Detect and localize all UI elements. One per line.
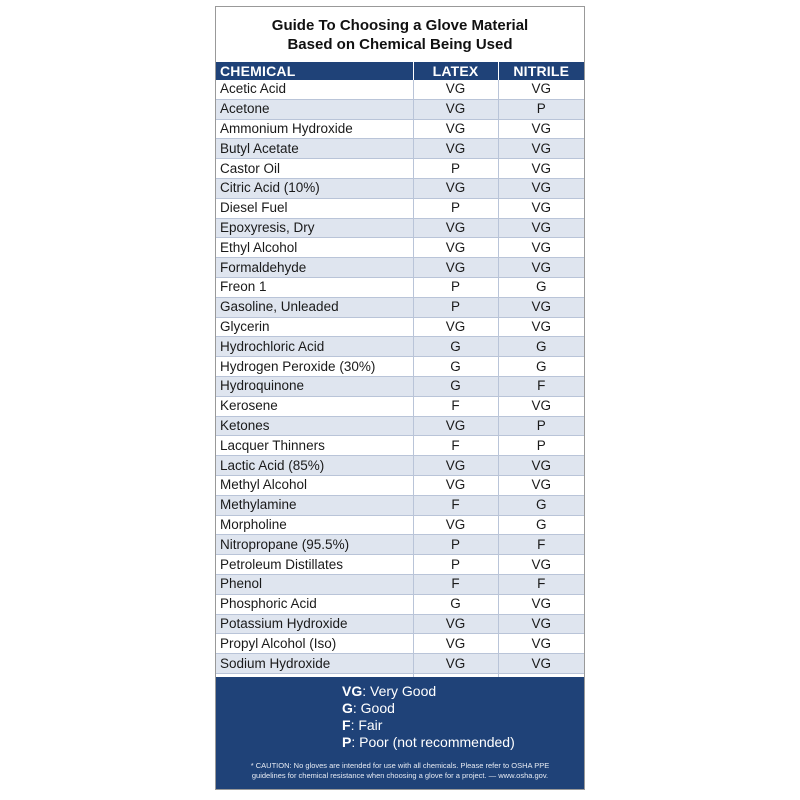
table-row [216,297,584,317]
nitrile-rating: P [498,99,584,119]
latex-rating: F [413,574,498,594]
legend-meaning: : Very Good [362,683,437,699]
latex-rating: VG [413,238,498,258]
chemical-name: Hydroquinone [216,376,413,396]
nitrile-rating: VG [498,317,584,337]
latex-rating: P [413,555,498,575]
chemical-name: Ethyl Alcohol [216,238,413,258]
chemical-name: Hydrogen Peroxide (30%) [216,357,413,377]
latex-rating: G [413,594,498,614]
chemical-name: Morpholine [216,515,413,535]
chemical-name: Kerosene [216,396,413,416]
table-row [216,475,584,495]
table-row [216,416,584,436]
table-row [216,139,584,159]
legend-meaning: : Fair [350,717,383,733]
table-row [216,396,584,416]
table-row [216,376,584,396]
latex-rating: P [413,535,498,555]
chemical-name: Lactic Acid (85%) [216,456,413,476]
table-row [216,456,584,476]
nitrile-rating: F [498,574,584,594]
table-row [216,218,584,238]
chemical-name: Castor Oil [216,159,413,179]
guide-title [216,7,584,62]
latex-rating: P [413,159,498,179]
nitrile-rating: VG [498,159,584,179]
chemical-name: Ketones [216,416,413,436]
nitrile-rating: P [498,416,584,436]
chemical-name: Petroleum Distillates [216,555,413,575]
table-row [216,119,584,139]
latex-rating: VG [413,80,498,99]
table-row [216,555,584,575]
chemical-name: Methyl Alcohol [216,475,413,495]
legend-code: P [342,734,352,750]
table-row [216,614,584,634]
latex-rating: F [413,396,498,416]
chemical-name: Hydrochloric Acid [216,337,413,357]
table-row [216,277,584,297]
latex-rating: VG [413,258,498,278]
legend-meaning: : Good [352,700,395,716]
nitrile-rating: VG [498,297,584,317]
chemical-name: Methylamine [216,495,413,515]
latex-rating: P [413,198,498,218]
table-row [216,178,584,198]
latex-rating: F [413,495,498,515]
latex-rating: VG [413,515,498,535]
nitrile-rating: VG [498,258,584,278]
chemical-name: Diesel Fuel [216,198,413,218]
latex-rating: VG [413,99,498,119]
nitrile-rating: VG [498,456,584,476]
legend-item [342,683,515,700]
chemical-resistance-table [216,62,584,714]
latex-rating: G [413,376,498,396]
legend-item [342,734,515,751]
chemical-name: Butyl Acetate [216,139,413,159]
latex-rating: VG [413,139,498,159]
table-row [216,80,584,99]
latex-rating: VG [413,634,498,654]
nitrile-rating: VG [498,178,584,198]
nitrile-rating: VG [498,198,584,218]
nitrile-rating: VG [498,614,584,634]
latex-rating: VG [413,178,498,198]
table-row [216,634,584,654]
nitrile-rating: G [498,337,584,357]
caution-note [226,761,574,781]
legend-list [342,683,515,751]
table-row [216,317,584,337]
chemical-name: Propyl Alcohol (Iso) [216,634,413,654]
nitrile-rating: G [498,495,584,515]
latex-rating: VG [413,614,498,634]
latex-rating: F [413,436,498,456]
table-row [216,436,584,456]
nitrile-rating: VG [498,238,584,258]
title-line-2: Based on Chemical Being Used [287,35,513,53]
nitrile-rating: F [498,376,584,396]
nitrile-rating: VG [498,654,584,674]
header-latex: LATEX [413,62,498,80]
chemical-name: Gasoline, Unleaded [216,297,413,317]
table-row [216,654,584,674]
latex-rating: VG [413,218,498,238]
latex-rating: VG [413,416,498,436]
table-row [216,515,584,535]
legend-code: G [342,700,353,716]
table-row [216,198,584,218]
table-row [216,238,584,258]
chemical-name: Acetone [216,99,413,119]
table-row [216,159,584,179]
nitrile-rating: G [498,515,584,535]
nitrile-rating: F [498,535,584,555]
table-row [216,594,584,614]
chemical-name: Acetic Acid [216,80,413,99]
chemical-name: Sodium Hydroxide [216,654,413,674]
nitrile-rating: VG [498,218,584,238]
legend-item [342,717,515,734]
latex-rating: VG [413,317,498,337]
glove-guide-card [215,6,585,790]
nitrile-rating: G [498,277,584,297]
latex-rating: P [413,277,498,297]
table-row [216,337,584,357]
nitrile-rating: VG [498,139,584,159]
chemical-name: Formaldehyde [216,258,413,278]
nitrile-rating: P [498,436,584,456]
table-row [216,258,584,278]
nitrile-rating: VG [498,475,584,495]
header-nitrile: NITRILE [498,62,584,80]
nitrile-rating: VG [498,634,584,654]
table-row [216,99,584,119]
table-row [216,574,584,594]
chemical-name: Freon 1 [216,277,413,297]
chemical-name: Epoxyresis, Dry [216,218,413,238]
nitrile-rating: VG [498,594,584,614]
table-header-row [216,62,584,80]
chemical-name: Lacquer Thinners [216,436,413,456]
table-body [216,80,584,713]
latex-rating: VG [413,654,498,674]
latex-rating: P [413,297,498,317]
caution-line-2: guidelines for chemical resistance when choosing a glove for a project. — www.osha.gov. [251,771,549,780]
legend-meaning: : Poor (not recommended) [351,734,515,750]
chemical-name: Ammonium Hydroxide [216,119,413,139]
nitrile-rating: VG [498,119,584,139]
title-line-1: Guide To Choosing a Glove Material [271,16,529,34]
caution-line-1: * CAUTION: No gloves are intended for use with all chemicals. Please refer to OSHA PPE [250,761,550,770]
chemical-name: Phenol [216,574,413,594]
chemical-name: Potassium Hydroxide [216,614,413,634]
header-chemical: CHEMICAL [216,62,413,80]
legend-code: F [342,717,351,733]
chemical-name: Nitropropane (95.5%) [216,535,413,555]
latex-rating: VG [413,456,498,476]
nitrile-rating: VG [498,555,584,575]
table-row [216,535,584,555]
latex-rating: VG [413,119,498,139]
table-row [216,357,584,377]
legend-code: VG [342,683,363,699]
rating-legend [216,677,584,789]
nitrile-rating: VG [498,80,584,99]
nitrile-rating: VG [498,396,584,416]
nitrile-rating: G [498,357,584,377]
latex-rating: G [413,337,498,357]
chemical-name: Citric Acid (10%) [216,178,413,198]
table-row [216,495,584,515]
latex-rating: G [413,357,498,377]
legend-item [342,700,515,717]
chemical-name: Glycerin [216,317,413,337]
chemical-name: Phosphoric Acid [216,594,413,614]
latex-rating: VG [413,475,498,495]
